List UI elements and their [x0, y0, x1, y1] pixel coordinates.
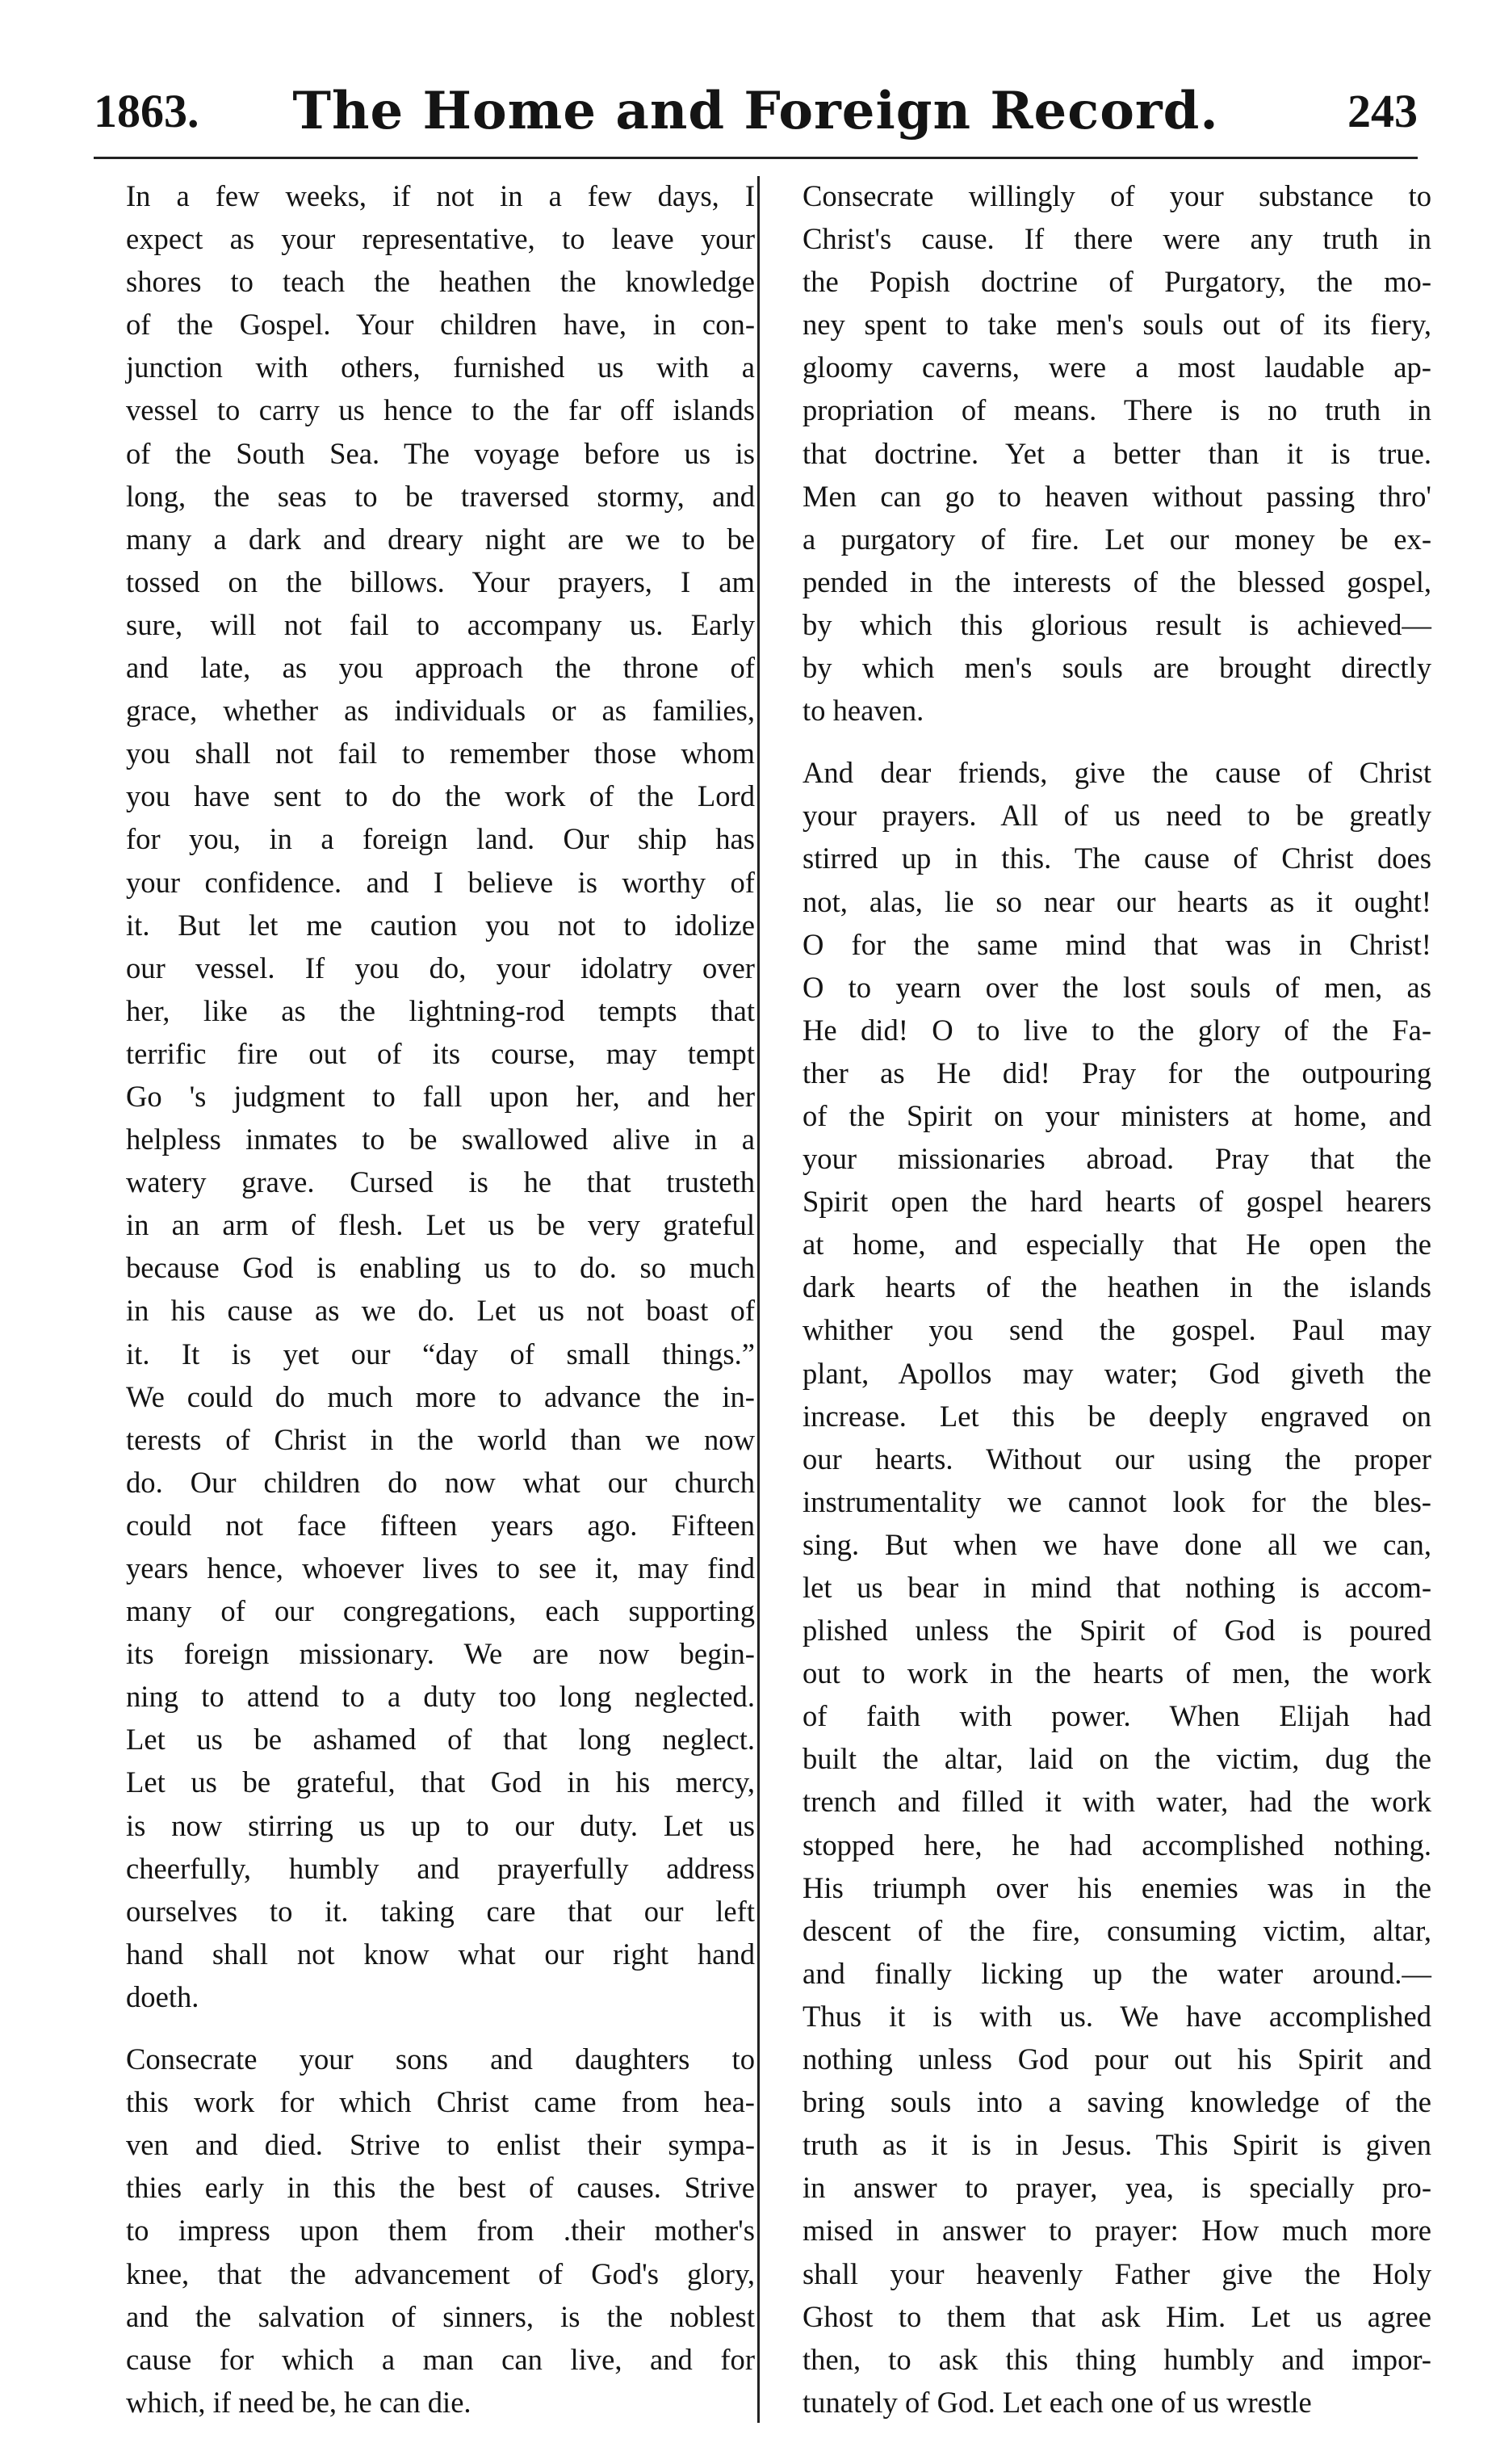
text-line: Consecrate willingly of your substance to — [802, 179, 1431, 212]
text-line: by which men's souls are brought directly — [802, 651, 1431, 685]
text-line: shall your heavenly Father give the Holy — [802, 2256, 1431, 2290]
paragraph — [773, 174, 1431, 732]
text-line: to heaven. — [802, 694, 924, 728]
text-line: plant, Apollos may water; God giveth the — [802, 1356, 1431, 1390]
text-line: plished unless the Spirit of God is poured — [802, 1614, 1431, 1648]
text-line: many of our congregations, each supporting — [126, 1594, 755, 1628]
text-line: out to work in the hearts of men, the work — [802, 1656, 1431, 1690]
header-year: 1863. — [94, 85, 199, 137]
text-line: stirred up in this. The cause of Christ does — [802, 842, 1431, 875]
journal-title: The Home and Foreign Record. — [292, 81, 1219, 141]
text-line: mised in answer to prayer: How much more — [802, 2214, 1431, 2248]
text-line: dark hearts of the heathen in the islands — [802, 1270, 1431, 1304]
text-line: tunately of God. Let each one of us wrestle — [802, 2385, 1312, 2419]
text-line: bring souls into a saving knowledge of the — [802, 2085, 1431, 2119]
text-line: your prayers. All of us need to be greatly — [802, 799, 1431, 833]
text-line: and finally licking up the water around.— — [802, 1956, 1431, 1990]
text-line: And dear friends, give the cause of Christ — [802, 756, 1431, 790]
text-line: our hearts. Without our using the proper — [802, 1442, 1431, 1475]
text-line: not, alas, lie so near our hearts as it ought! — [802, 884, 1431, 918]
text-line: sure, will not fail to accompany us. Early — [126, 607, 755, 641]
text-line: His triumph over his enemies was in the — [802, 1870, 1431, 1904]
text-line: cheerfully, humbly and prayerfully address — [126, 1851, 755, 1885]
text-line: ney spent to take men's souls out of its fiery, — [802, 308, 1431, 342]
text-line: pended in the interests of the blessed gospel, — [802, 565, 1431, 598]
text-line: is now stirring us up to our duty. Let us — [126, 1808, 755, 1842]
text-line: of the Gospel. Your children have, in con- — [126, 308, 755, 342]
text-line: you shall not fail to remember those whom — [126, 737, 755, 770]
text-line: a purgatory of fire. Let our money be ex- — [802, 522, 1431, 556]
text-line: propriation of means. There is no truth in — [802, 393, 1431, 427]
text-line: stopped here, he had accomplished nothing. — [802, 1828, 1431, 1862]
text-line: watery grave. Cursed is he that trusteth — [126, 1165, 755, 1199]
text-line: sing. But when we have done all we can, — [802, 1527, 1431, 1561]
text-line: increase. Let this be deeply engraved on — [802, 1399, 1431, 1433]
text-line: terests of Christ in the world than we now — [126, 1422, 755, 1456]
text-line: many a dark and dreary night are we to be — [126, 522, 755, 556]
text-line: Ghost to them that ask Him. Let us agree — [802, 2299, 1431, 2333]
text-line: this work for which Christ came from hea- — [126, 2085, 755, 2119]
text-line: We could do much more to advance the in- — [126, 1379, 755, 1413]
text-line: of the Spirit on your ministers at home, and — [802, 1098, 1431, 1132]
text-line: Go 's judgment to fall upon her, and her — [126, 1079, 755, 1113]
text-line: for you, in a foreign land. Our ship has — [126, 822, 755, 856]
text-line: your missionaries abroad. Pray that the — [802, 1142, 1431, 1176]
text-line: in answer to prayer, yea, is specially pro- — [802, 2171, 1431, 2205]
text-line: and late, as you approach the throne of — [126, 651, 755, 685]
header-rule — [94, 157, 1418, 159]
text-line: cause for which a man can live, and for — [126, 2342, 755, 2376]
text-line: vessel to carry us hence to the far off islands — [126, 393, 755, 427]
text-line: truth as it is in Jesus. This Spirit is given — [802, 2128, 1431, 2162]
text-line: you have sent to do the work of the Lord — [126, 779, 755, 813]
page-number: 243 — [1347, 85, 1418, 137]
text-line: ven and died. Strive to enlist their sympa- — [126, 2128, 755, 2162]
text-line: Let us be ashamed of that long neglect. — [126, 1723, 755, 1757]
text-line: grace, whether as individuals or as families, — [126, 694, 755, 728]
text-line: shores to teach the heathen the knowledge — [126, 265, 755, 299]
text-line: O to yearn over the lost souls of men, as — [802, 970, 1431, 1004]
text-line: your confidence. and I believe is worthy of — [126, 865, 755, 899]
text-line: expect as your representative, to leave your — [126, 222, 755, 256]
text-line: then, to ask this thing humbly and impor- — [802, 2342, 1431, 2376]
text-line: to impress upon them from .their mother's — [126, 2214, 755, 2248]
text-line: ning to attend to a duty too long neglected. — [126, 1680, 755, 1714]
text-line: let us bear in mind that nothing is accom- — [802, 1571, 1431, 1604]
text-line: because God is enabling us to do. so much — [126, 1251, 755, 1285]
text-line: of faith with power. When Elijah had — [802, 1699, 1431, 1733]
text-line: Let us be grateful, that God in his mercy, — [126, 1765, 755, 1799]
text-line: do. Our children do now what our church — [126, 1465, 755, 1499]
text-line: by which this glorious result is achieved— — [802, 607, 1431, 641]
column-divider — [757, 176, 760, 2423]
text-line: could not face fifteen years ago. Fifteen — [126, 1508, 755, 1542]
running-header — [94, 81, 1418, 149]
text-line: it. It is yet our “day of small things.” — [126, 1337, 755, 1371]
text-line: its foreign missionary. We are now begin- — [126, 1637, 755, 1671]
text-line: her, like as the lightning-rod tempts that — [126, 993, 755, 1027]
left-column — [97, 174, 755, 2443]
text-line: long, the seas to be traversed stormy, and — [126, 479, 755, 513]
text-line: He did! O to live to the glory of the Fa- — [802, 1013, 1431, 1047]
text-line: gloomy caverns, were a most laudable ap- — [802, 351, 1431, 384]
text-line: doeth. — [126, 1979, 199, 2013]
text-line: our vessel. If you do, your idolatry over — [126, 951, 755, 984]
text-line: the Popish doctrine of Purgatory, the mo- — [802, 265, 1431, 299]
text-line: nothing unless God pour out his Spirit and — [802, 2042, 1431, 2076]
text-line: that doctrine. Yet a better than it is true. — [802, 436, 1431, 470]
text-line: hand shall not know what our right hand — [126, 1937, 755, 1971]
text-line: instrumentality we cannot look for the bles- — [802, 1484, 1431, 1518]
text-line: descent of the fire, consuming victim, altar, — [802, 1913, 1431, 1947]
text-line: terrific fire out of its course, may tempt — [126, 1036, 755, 1070]
text-line: in an arm of flesh. Let us be very grateful — [126, 1208, 755, 1242]
text-line: ther as He did! Pray for the outpouring — [802, 1056, 1431, 1089]
text-line: built the altar, laid on the victim, dug the — [802, 1742, 1431, 1776]
text-line: O for the same mind that was in Christ! — [802, 927, 1431, 961]
text-line: Men can go to heaven without passing thro' — [802, 479, 1431, 513]
text-line: at home, and especially that He open the — [802, 1228, 1431, 1261]
text-line: trench and filled it with water, had the work — [802, 1785, 1431, 1819]
text-line: Christ's cause. If there were any truth in — [802, 222, 1431, 256]
text-line: in his cause as we do. Let us not boast of — [126, 1294, 755, 1328]
text-line: of the South Sea. The voyage before us is — [126, 436, 755, 470]
text-line: helpless inmates to be swallowed alive in a — [126, 1123, 755, 1156]
text-line: whither you send the gospel. Paul may — [802, 1313, 1431, 1347]
paragraph — [97, 2038, 755, 2424]
text-line: Spirit open the hard hearts of gospel hearers — [802, 1185, 1431, 1219]
paragraph — [97, 174, 755, 2018]
text-line: ourselves to it. taking care that our left — [126, 1894, 755, 1928]
text-line: knee, that the advancement of God's glory, — [126, 2256, 755, 2290]
right-column — [773, 174, 1431, 2443]
text-line: In a few weeks, if not in a few days, I — [126, 179, 755, 212]
text-line: thies early in this the best of causes. Strive — [126, 2171, 755, 2205]
text-line: and the salvation of sinners, is the noblest — [126, 2299, 755, 2333]
text-line: years hence, whoever lives to see it, may find — [126, 1551, 755, 1585]
text-line: tossed on the billows. Your prayers, I am — [126, 565, 755, 598]
text-line: it. But let me caution you not to idolize — [126, 908, 755, 942]
text-line: Consecrate your sons and daughters to — [126, 2042, 755, 2076]
text-line: Thus it is with us. We have accomplished — [802, 1999, 1431, 2033]
text-line: which, if need be, he can die. — [126, 2385, 471, 2419]
paragraph — [773, 751, 1431, 2424]
text-line: junction with others, furnished us with a — [126, 351, 755, 384]
